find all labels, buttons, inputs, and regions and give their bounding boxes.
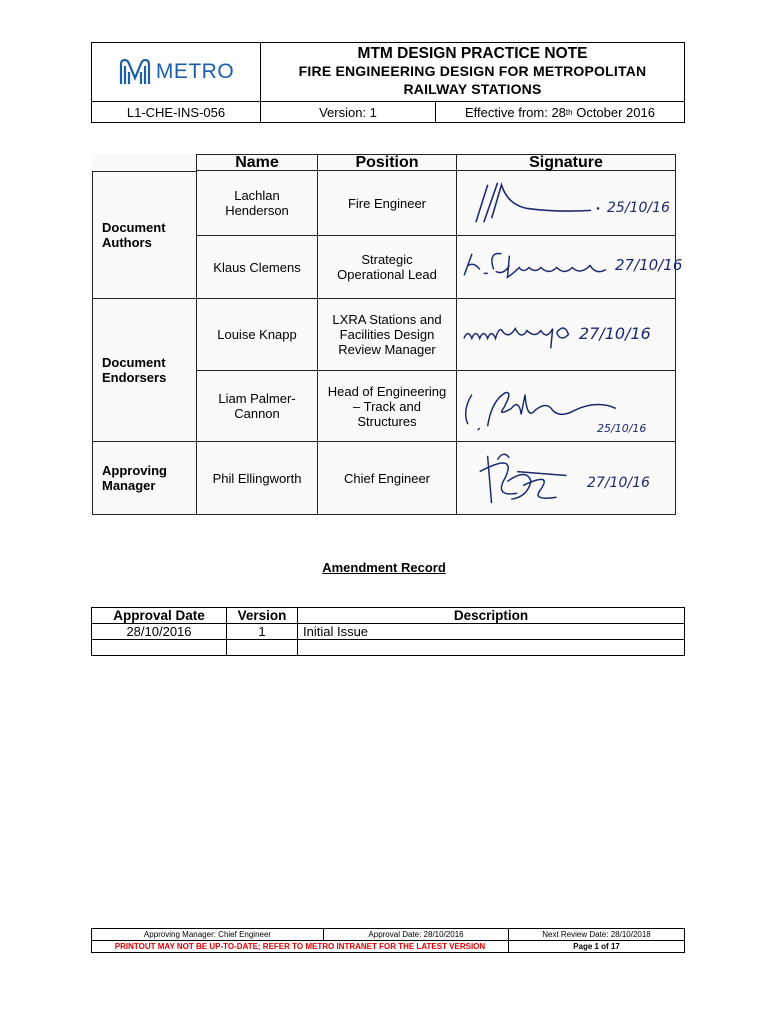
metro-logo xyxy=(92,43,261,102)
effective-date-ordinal: th xyxy=(565,107,573,117)
footer-approving-manager: Approving Manager: Chief Engineer xyxy=(92,929,324,941)
column-header-signature: Signature xyxy=(457,154,676,171)
group-label: Document Endorsers xyxy=(102,355,167,385)
signatory-position: Fire Engineer xyxy=(318,171,457,236)
document-subtitle-line-1: FIRE ENGINEERING DESIGN FOR METROPOLITAN xyxy=(298,63,647,79)
signature-table-header xyxy=(196,154,676,171)
signature-date: 27/10/16 xyxy=(579,324,651,343)
signatory-position: Chief Engineer xyxy=(318,442,457,515)
signatory-position: LXRA Stations and Facilities Design Review Manager xyxy=(318,299,457,371)
signature-date: 27/10/16 xyxy=(587,475,650,491)
group-label: Document Authors xyxy=(102,220,166,250)
signatory-name: Klaus Clemens xyxy=(196,236,318,299)
effective-date-prefix: Effective from: 28 xyxy=(465,104,566,120)
signature-cell xyxy=(457,371,676,442)
column-header-version: Version xyxy=(227,608,298,624)
signature-table xyxy=(92,153,683,515)
document-code: L1-CHE-INS-056 xyxy=(92,102,261,122)
column-header-position: Position xyxy=(318,154,457,171)
column-header-approval-date: Approval Date xyxy=(92,608,227,624)
signature-row xyxy=(196,371,676,442)
version-cell: 1 xyxy=(227,624,298,640)
logo-wordmark: METRO xyxy=(155,60,235,83)
signature-date: 25/10/16 xyxy=(607,200,670,216)
document-header xyxy=(91,42,685,123)
group-document-endorsers xyxy=(92,299,196,442)
signatory-position: Strategic Operational Lead xyxy=(318,236,457,299)
signatory-name: Louise Knapp xyxy=(196,299,318,371)
column-header-description: Description xyxy=(298,608,685,624)
footer-printout-warning: PRINTOUT MAY NOT BE UP-TO-DATE; REFER TO METRO INTRANET FOR THE LATEST VERSION xyxy=(92,941,509,953)
document-type-title: MTM DESIGN PRACTICE NOTE xyxy=(357,45,588,62)
document-subtitle-line-2: RAILWAY STATIONS xyxy=(403,81,542,97)
document-meta-row xyxy=(92,102,684,122)
title-block xyxy=(261,43,684,102)
group-document-authors xyxy=(92,171,196,299)
effective-date-suffix: October 2016 xyxy=(572,104,655,120)
table-row xyxy=(92,640,685,656)
description-cell xyxy=(298,640,685,656)
document-version: Version: 1 xyxy=(261,102,436,122)
amendment-record-title: Amendment Record xyxy=(322,560,446,575)
version-cell xyxy=(227,640,298,656)
signatory-position: Head of Engineering – Track and Structures xyxy=(318,371,457,442)
description-cell: Initial Issue xyxy=(298,624,685,640)
table-row xyxy=(92,624,685,640)
page-footer xyxy=(91,928,685,953)
approval-date-cell xyxy=(92,640,227,656)
footer-meta-row xyxy=(92,929,685,941)
signature-date: 25/10/16 xyxy=(597,422,647,435)
signature-row xyxy=(196,236,683,299)
footer-next-review-date: Next Review Date: 28/10/2018 xyxy=(509,929,685,941)
footer-approval-date: Approval Date: 28/10/2016 xyxy=(324,929,509,941)
signature-cell xyxy=(457,442,676,515)
group-approving-manager xyxy=(92,442,196,515)
footer-warning-row xyxy=(92,941,685,953)
signature-cell xyxy=(457,171,676,236)
metro-m-icon xyxy=(118,58,152,86)
effective-date xyxy=(436,102,684,122)
signature-cell xyxy=(457,236,683,299)
signatory-name: Phil Ellingworth xyxy=(196,442,318,515)
column-header-name: Name xyxy=(196,154,318,171)
signature-date: 27/10/16 xyxy=(615,256,683,274)
signatory-name: Liam Palmer-Cannon xyxy=(196,371,318,442)
signature-row xyxy=(196,299,676,371)
signature-row xyxy=(196,442,676,515)
signature-row xyxy=(196,171,676,236)
signatory-name: Lachlan Henderson xyxy=(196,171,318,236)
footer-page-number: Page 1 of 17 xyxy=(509,941,685,953)
signature-cell xyxy=(457,299,676,371)
group-label: Approving Manager xyxy=(102,463,167,493)
approval-date-cell: 28/10/2016 xyxy=(92,624,227,640)
amendment-table xyxy=(91,607,685,656)
amendment-header-row xyxy=(92,608,685,624)
